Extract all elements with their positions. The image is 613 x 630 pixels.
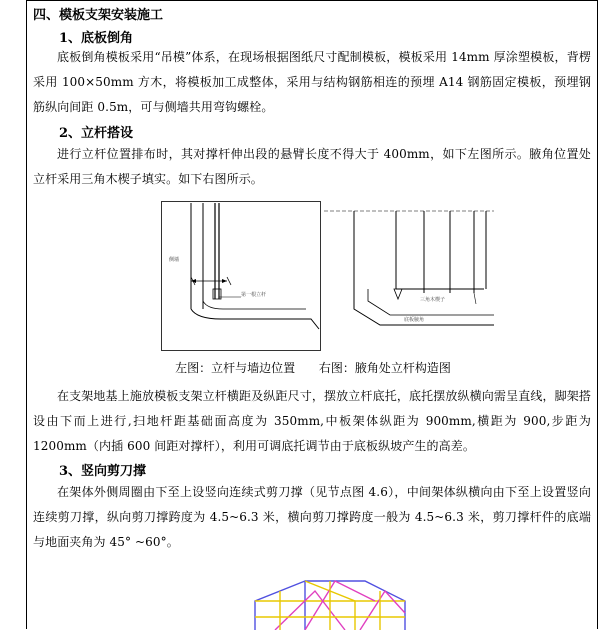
caption-right: 右图：腋角处立杆构造图	[318, 361, 451, 375]
figure-chamfer-pole-detail	[324, 209, 494, 339]
heading-bottom-chamfer: 1、底板倒角	[59, 31, 134, 46]
label-triangle-wedge: 三角木楔子	[420, 297, 446, 303]
figure-captions	[27, 359, 599, 376]
heading-scissor-brace: 3、竖向剪刀撑	[59, 464, 147, 479]
section-title: 四、模板支架安装施工	[33, 8, 164, 23]
figure-scaffold-3d	[245, 573, 415, 630]
heading-pole-setup: 2、立杆搭设	[59, 126, 134, 141]
document-page	[26, 0, 598, 629]
label-first-pole: 第一根立杆	[241, 292, 267, 298]
paragraph-scissor-brace: 在架体外侧周圈由下至上设竖向连续式剪刀撑（见节点图 4.6），中间架体纵横向由下至上设置竖向连续剪刀撑，纵向剪刀撑跨度为 4.5~6.3 米，横向剪刀撑跨度一般为 4.5~6.3 米，剪刀撑杆件的底端与地面夹角为 45° ~60°。	[33, 485, 591, 549]
label-side-wall: 侧墙	[169, 257, 180, 263]
figure-pole-wall-position	[161, 201, 321, 351]
paragraph-layout: 在支架地基上施放模板支架立杆横距及纵距尺寸，摆放立杆底托，底托摆放纵横向需呈直线，脚架搭设由下而上进行,扫地杆距基础面高度为 350mm,中板架体纵距为 900mm,横距为 900,步距为 1200mm（内插 600 间距对撑杆），利用可调底托调节由于底板纵坡产生的高差。	[33, 389, 591, 453]
label-chamfer-slope: 底板腋角	[404, 317, 425, 323]
caption-left: 左图：立杆与墙边位置	[175, 361, 296, 375]
paragraph-bottom-chamfer: 底板倒角模板采用“吊模”体系，在现场根据图纸尺寸配制模板，模板采用 14mm 厚涂塑模板，背楞采用 100×50mm 方木，将模板加工成整体，采用与结构钢筋相连的预埋 A14 钢筋固定模板，预埋钢筋纵向间距 0.5m，可与侧墙共用弯钩螺栓。	[33, 50, 591, 114]
paragraph-pole-setup: 进行立杆位置排布时，其对撑杆伸出段的悬臂长度不得大于 400mm，如下左图所示。腋角位置处立杆采用三角木楔子填实。如下右图所示。	[33, 147, 591, 186]
